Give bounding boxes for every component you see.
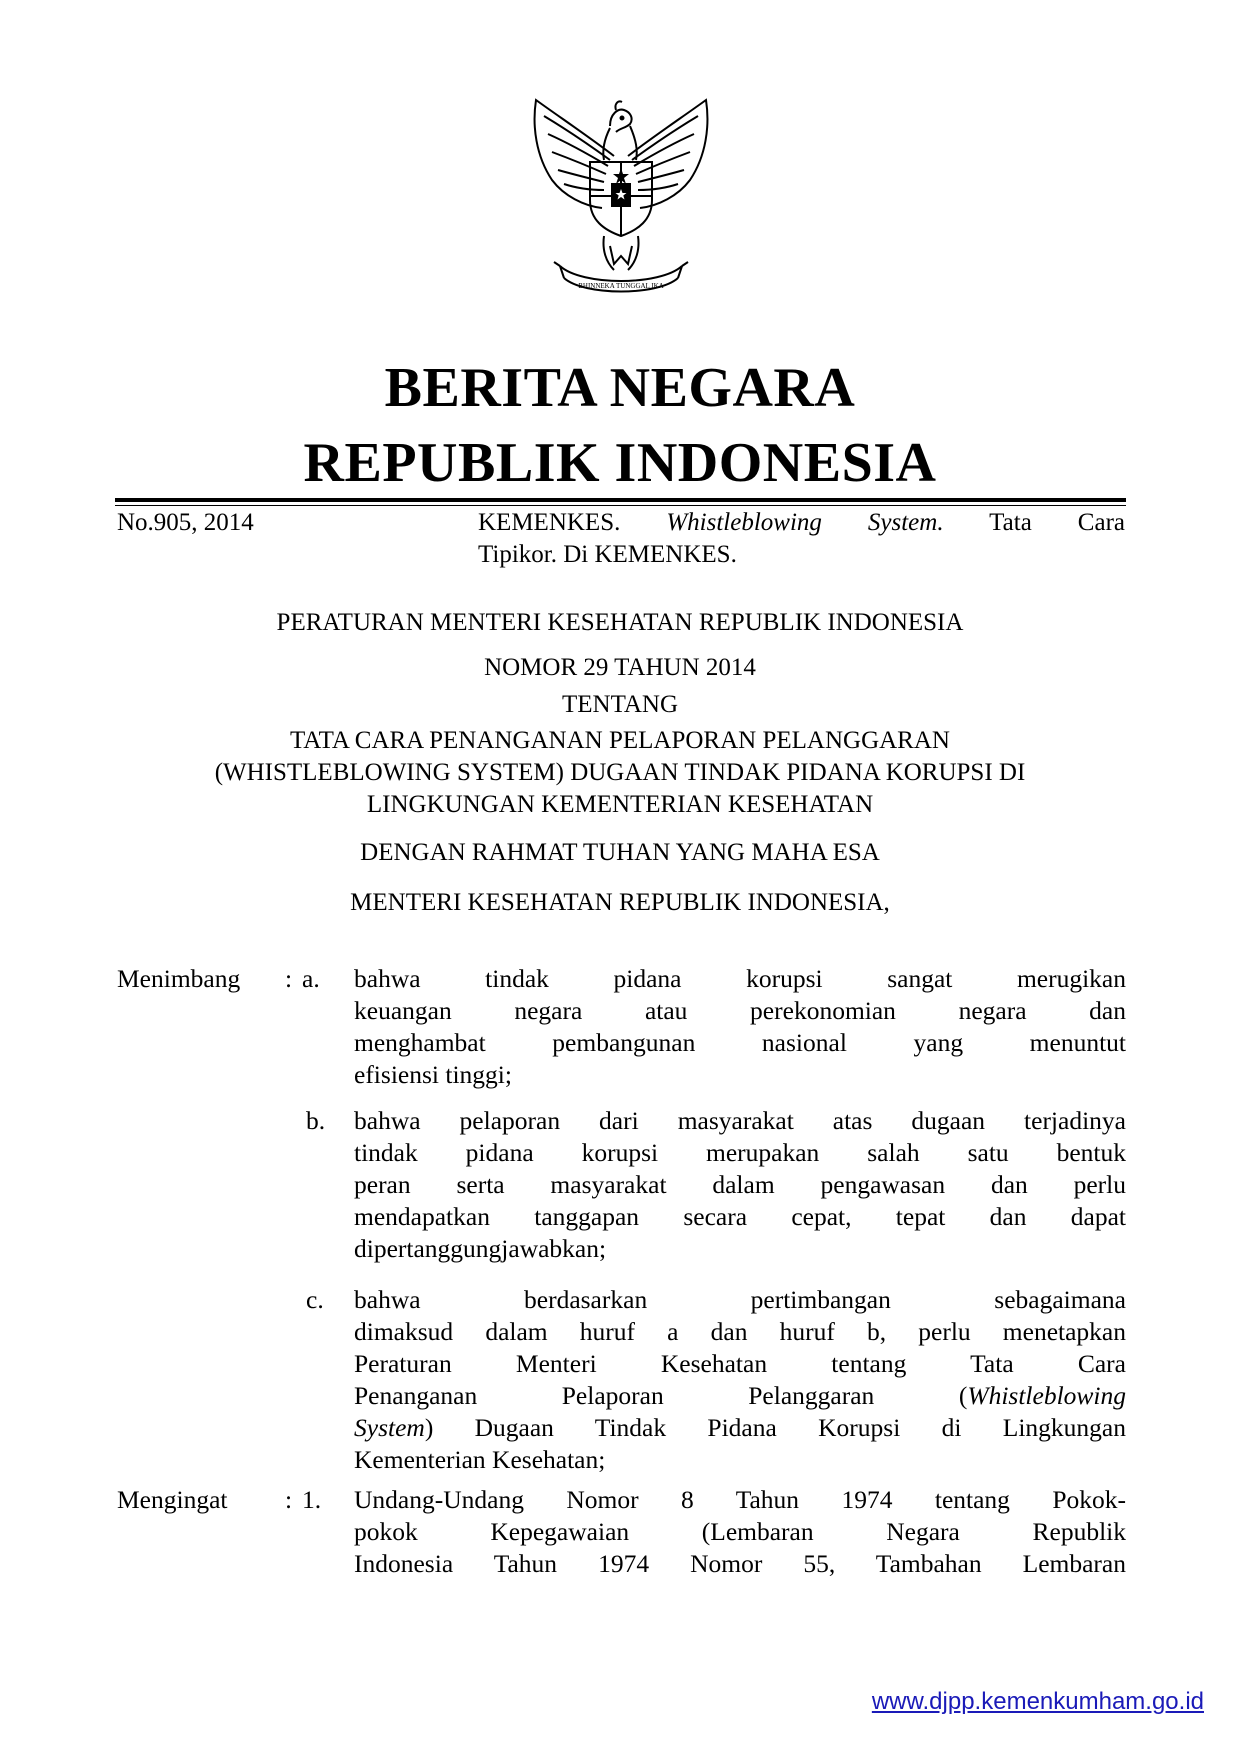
list-item-line: Kementerian Kesehatan; [354,1445,606,1474]
document-number: No.905, 2014 [117,509,254,536]
list-item-line: Penanganan Pelaporan Pelanggaran (Whistleblowing [354,1381,1126,1410]
list-item-line: menghambat pembangunan nasional yang menuntut [354,1028,1126,1057]
list-item-line: System) Dugaan Tindak Pidana Korupsi di Lingkungan [354,1413,1126,1442]
regulation-subject-line-1: TATA CARA PENANGANAN PELAPORAN PELANGGARAN [290,727,950,754]
regulation-subject [0,725,1240,821]
footer-url-link[interactable]: www.djpp.kemenkumham.go.id [871,1688,1204,1715]
menimbang-marker-b: b. [306,1106,326,1135]
menimbang-item-a [354,963,1126,1091]
regulation-subject-line-3: LINGKUNGAN KEMENTERIAN KESEHATAN [366,791,874,818]
list-item-line: pokok Kepegawaian (Lembaran Negara Republik [354,1517,1126,1546]
invocation: DENGAN RAHMAT TUHAN YANG MAHA ESA [360,839,880,866]
masthead-rule-thin [115,505,1126,506]
list-item-line: Peraturan Menteri Kesehatan tentang Tata Cara [354,1349,1126,1378]
masthead-line-1: BERITA NEGARA [384,357,856,419]
menimbang-item-b [354,1105,1126,1265]
regulation-tentang: TENTANG [561,691,679,718]
list-item-line: dipertanggungjawabkan; [354,1234,607,1263]
list-item-line: dimaksud dalam huruf a dan huruf b, perlu menetapkan [354,1317,1126,1346]
list-item-line: efisiensi tinggi; [354,1060,512,1089]
masthead-line-2: REPUBLIK INDONESIA [303,432,937,494]
menimbang-item-c [354,1284,1126,1476]
garuda-pancasila-emblem-icon [518,96,724,300]
masthead-rule-thick [115,498,1126,502]
subject-italic: Whistleblowing System. [666,509,944,536]
menimbang-marker-c: c. [306,1285,324,1314]
list-item-line: bahwa pelaporan dari masyarakat atas dugaan terjadinya [354,1106,1126,1135]
mengingat-marker-1: 1. [302,1485,322,1514]
subject-prefix: KEMENKES. [478,509,667,536]
subject-line-1 [478,507,1125,539]
regulation-number: NOMOR 29 TAHUN 2014 [484,654,756,681]
list-item-line: keuangan negara atau perekonomian negara dan [354,996,1126,1025]
list-item-line: tindak pidana korupsi merupakan salah satu bentuk [354,1138,1126,1167]
mengingat-colon: : [285,1485,293,1514]
menimbang-label: Menimbang [117,964,241,993]
regulation-subject-line-2: (WHISTLEBLOWING SYSTEM) DUGAAN TINDAK PIDANA KORUPSI DI [214,759,1026,786]
subject-suffix: Tata Cara [943,509,1125,536]
list-item-line: bahwa tindak pidana korupsi sangat merugikan [354,964,1126,993]
menimbang-marker-a: a. [302,964,320,993]
emblem-motto: BHINNEKA TUNGGAL IKA [578,282,664,290]
list-item-line: Undang-Undang Nomor 8 Tahun 1974 tentang Pokok- [354,1485,1126,1514]
mengingat-item-1 [354,1484,1126,1580]
mengingat-label: Mengingat [117,1485,228,1514]
document-subject [478,507,1125,571]
list-item-line: peran serta masyarakat dalam pengawasan dan perlu [354,1170,1126,1199]
list-item-line: bahwa berdasarkan pertimbangan sebagaimana [354,1285,1126,1314]
list-item-line: Indonesia Tahun 1974 Nomor 55, Tambahan Lembaran [354,1549,1126,1578]
regulation-title: PERATURAN MENTERI KESEHATAN REPUBLIK INDONESIA [276,609,964,636]
issuer: MENTERI KESEHATAN REPUBLIK INDONESIA, [350,889,890,916]
list-item-line: mendapatkan tanggapan secara cepat, tepat dan dapat [354,1202,1126,1231]
subject-line-2: Tipikor. Di KEMENKES. [478,541,737,568]
menimbang-colon: : [285,964,293,993]
